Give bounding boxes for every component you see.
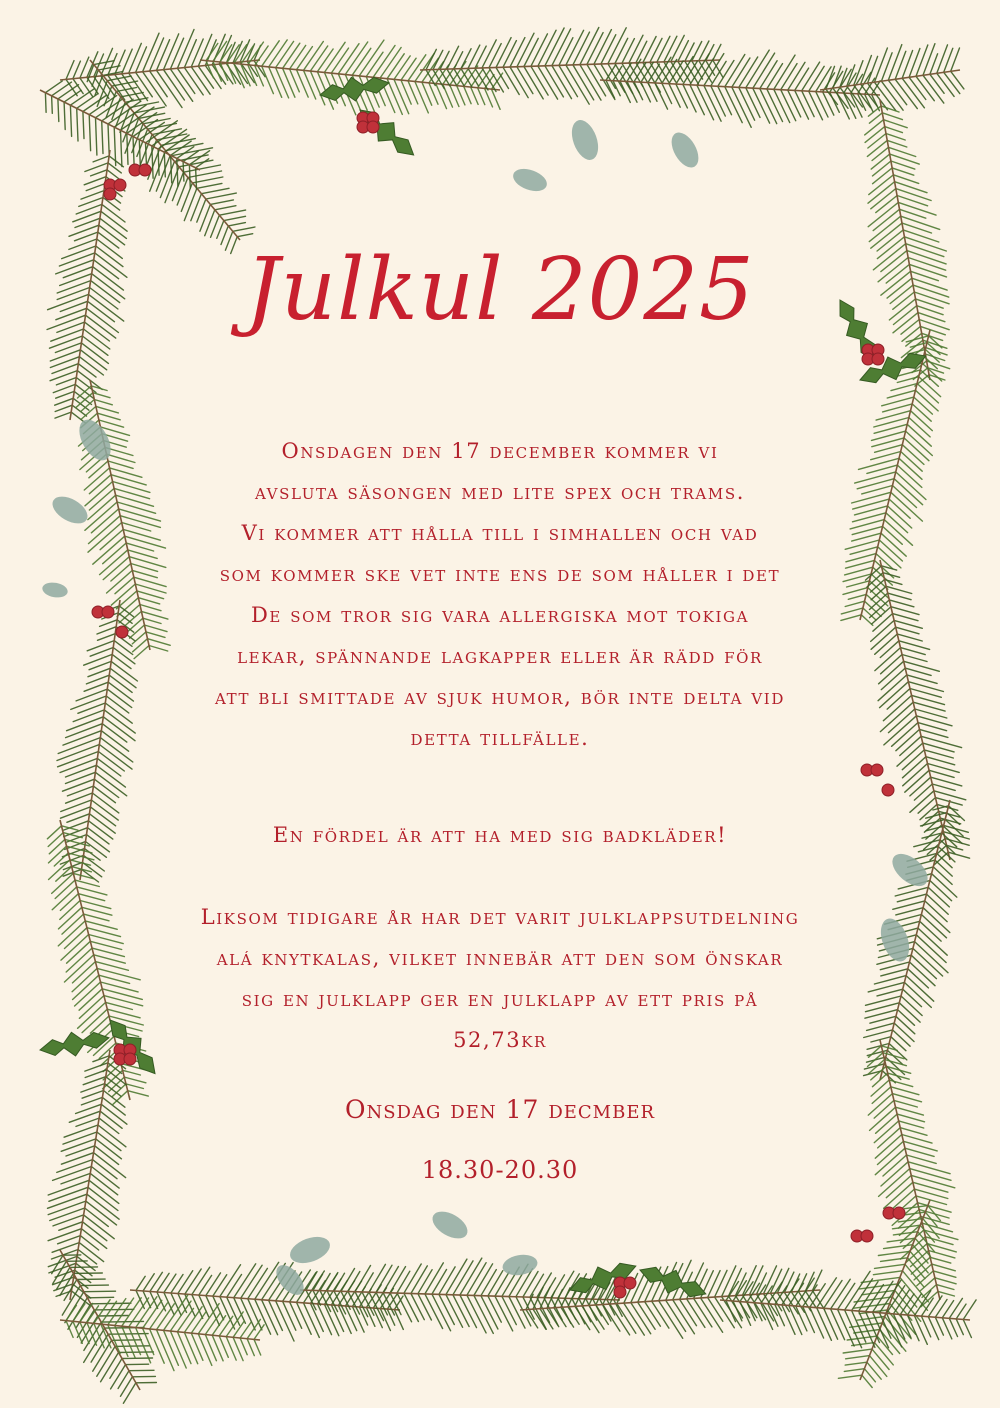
pine-needles [726, 1271, 976, 1347]
holly-icon [318, 71, 391, 107]
berry-icon [861, 1230, 873, 1242]
eucalyptus-leaf-icon [48, 491, 92, 529]
berry-icon [116, 626, 128, 638]
berry-icon [882, 784, 894, 796]
pine-needles [52, 1255, 157, 1403]
event-time: 18.30-20.30 [421, 1156, 579, 1184]
berry-icon [614, 1286, 626, 1298]
swimwear-note [170, 815, 830, 856]
berry-icon [114, 179, 126, 191]
eucalyptus-leaf-icon [666, 128, 704, 172]
berry-icon [139, 164, 151, 176]
berry-icon [124, 1053, 136, 1065]
pine-needles [866, 566, 970, 866]
eucalyptus-leaf-icon [875, 915, 914, 966]
pine-needles [426, 28, 723, 105]
intro-line: att bli smittade av sjuk humor, bör inte delta vid [215, 685, 785, 709]
eucalyptus-leaf-icon [428, 1206, 472, 1244]
pine-stem [70, 1050, 110, 1300]
gift-line: sig en julklapp ger en julklapp av ett pris på [241, 987, 759, 1011]
eucalyptus-leaf-icon [41, 581, 69, 600]
eucalyptus-leaf-icon [510, 165, 550, 196]
holly-icon [38, 1026, 111, 1062]
eucalyptus-leaf-icon [73, 414, 117, 465]
berry-icon [871, 764, 883, 776]
gift-line: alá knytkalas, vilket innebär att den som önskar [216, 946, 784, 970]
pine-needles [66, 1295, 264, 1370]
berry-icon [893, 1207, 905, 1219]
intro-line: Onsdagen den 17 december kommer vi [281, 439, 719, 463]
pine-needles [136, 1262, 403, 1341]
intro-line: lekar, spännande lagkapper eller är rädd för [237, 644, 763, 668]
eucalyptus-leaf-icon [501, 1252, 539, 1278]
intro-paragraph [170, 431, 830, 759]
pine-stem [60, 1250, 140, 1390]
gift-line: Liksom tidigare år har det varit julklappsutdelning [200, 905, 800, 929]
intro-line: Vi kommer att hålla till i simhallen och vad [241, 521, 759, 545]
berry-icon [624, 1277, 636, 1289]
intro-line: som kommer ske vet inte ens de som håller i det [219, 562, 781, 586]
gift-price: 52,73kr [453, 1028, 547, 1052]
berry-icon [367, 121, 379, 133]
berry-icon [104, 188, 116, 200]
intro-line: avsluta säsongen med lite spex och trams. [255, 480, 745, 504]
gift-exchange-paragraph [170, 897, 830, 1061]
intro-line: De som tror sig vara allergiska mot tokiga [250, 603, 749, 627]
event-date: Onsdag den 17 decmber [344, 1095, 656, 1124]
intro-line: detta tillfälle. [410, 726, 590, 750]
berry-icon [102, 606, 114, 618]
page-title: Julkul 2025 [245, 240, 755, 340]
eucalyptus-leaf-icon [567, 116, 603, 163]
swimwear-line: En fördel är att ha med sig badkläder! [272, 823, 728, 847]
berry-icon [872, 353, 884, 365]
